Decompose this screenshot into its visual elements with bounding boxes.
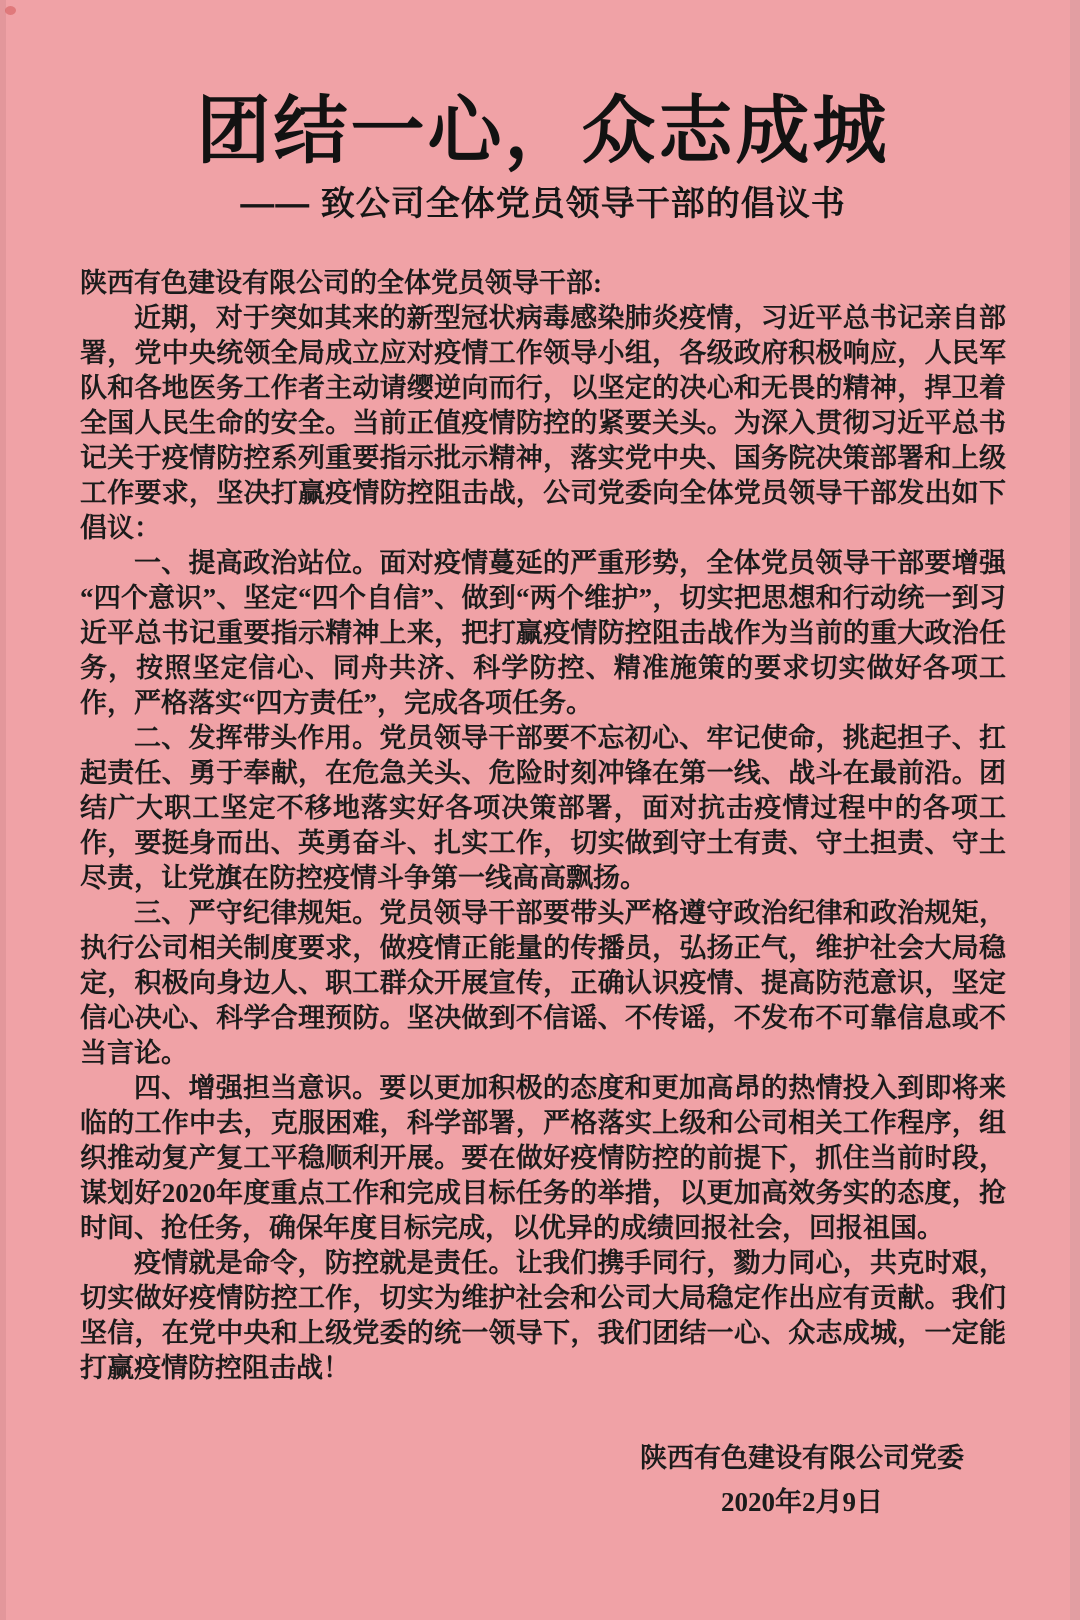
signer-name: 陕西有色建设有限公司党委 [640,1442,964,1473]
corner-red-mark [5,6,16,15]
signature-block [640,1436,964,1524]
signature-date: 2020年2月9日 [721,1486,883,1517]
document-title: 团结一心，众志成城 [196,89,890,172]
paragraph-conclusion: 疫情就是命令，防控就是责任。让我们携手同行，勠力同心，共克时艰，切实做好疫情防控工作，切实为维护社会和公司大局稳定作出应有贡献。我们坚信，在党中央和上级党委的统一领导下，我们团结一心、众志成城，一定能打赢疫情防控阻击战！ [80,1247,1006,1383]
salutation: 陕西有色建设有限公司的全体党员领导干部: [80,267,602,298]
paragraph-intro: 近期，对于突如其来的新型冠状病毒感染肺炎疫情，习近平总书记亲自部署，党中央统领全局成立应对疫情工作领导小组，各级政府积极响应，人民军队和各地医务工作者主动请缨逆向而行，以坚定的决心和无畏的精神，捍卫着全国人民生命的安全。当前正值疫情防控的紧要关头。为深入贯彻习近平总书记关于疫情防控系列重要指示批示精神，落实党中央、国务院决策部署和上级工作要求，坚决打赢疫情防控阻击战，公司党委向全体党员领导干部发出如下倡议： [80,302,1006,543]
paragraph-item-4: 四、增强担当意识。要以更加积极的态度和更加高昂的热情投入到即将来临的工作中去，克服困难，科学部署，严格落实上级和公司相关工作程序，组织推动复产复工平稳顺利开展。要在做好疫情防控的前提下，抓住当前时段，谋划好2020年度重点工作和完成目标任务的举措，以更加高效务实的态度，抢时间、抢任务，确保年度目标完成，以优异的成绩回报社会，回报祖国。 [80,1072,1006,1243]
document-subtitle: —— 致公司全体党员领导干部的倡议书 [240,185,846,224]
paragraph-item-1: 一、提高政治站位。面对疫情蔓延的严重形势，全体党员领导干部要增强“四个意识”、坚定“四个自信”、做到“两个维护”，切实把思想和行动统一到习近平总书记重要指示精神上来，把打赢疫情防控阻击战作为当前的重大政治任务，按照坚定信心、同舟共济、科学防控、精准施策的要求切实做好各项工作，严格落实“四方责任”，完成各项任务。 [80,547,1006,718]
scan-edge-left [0,0,6,1620]
letter-body [80,266,1006,1524]
paragraph-item-3: 三、严守纪律规矩。党员领导干部要带头严格遵守政治纪律和政治规矩，执行公司相关制度要求，做疫情正能量的传播员，弘扬正气，维护社会大局稳定，积极向身边人、职工群众开展宣传，正确认识疫情、提高防范意识，坚定信心决心、科学合理预防。坚决做到不信谣、不传谣，不发布不可靠信息或不当言论。 [80,897,1006,1068]
paragraph-item-2: 二、发挥带头作用。党员领导干部要不忘初心、牢记使命，挑起担子、扛起责任、勇于奉献，在危急关头、危险时刻冲锋在第一线、战斗在最前沿。团结广大职工坚定不移地落实好各项决策部署，面对抗击疫情过程中的各项工作，要挺身而出、英勇奋斗、扎实工作，切实做到守土有责、守土担责、守土尽责，让党旗在防控疫情斗争第一线高高飘扬。 [80,722,1006,893]
scan-edge-right [1070,0,1080,1620]
